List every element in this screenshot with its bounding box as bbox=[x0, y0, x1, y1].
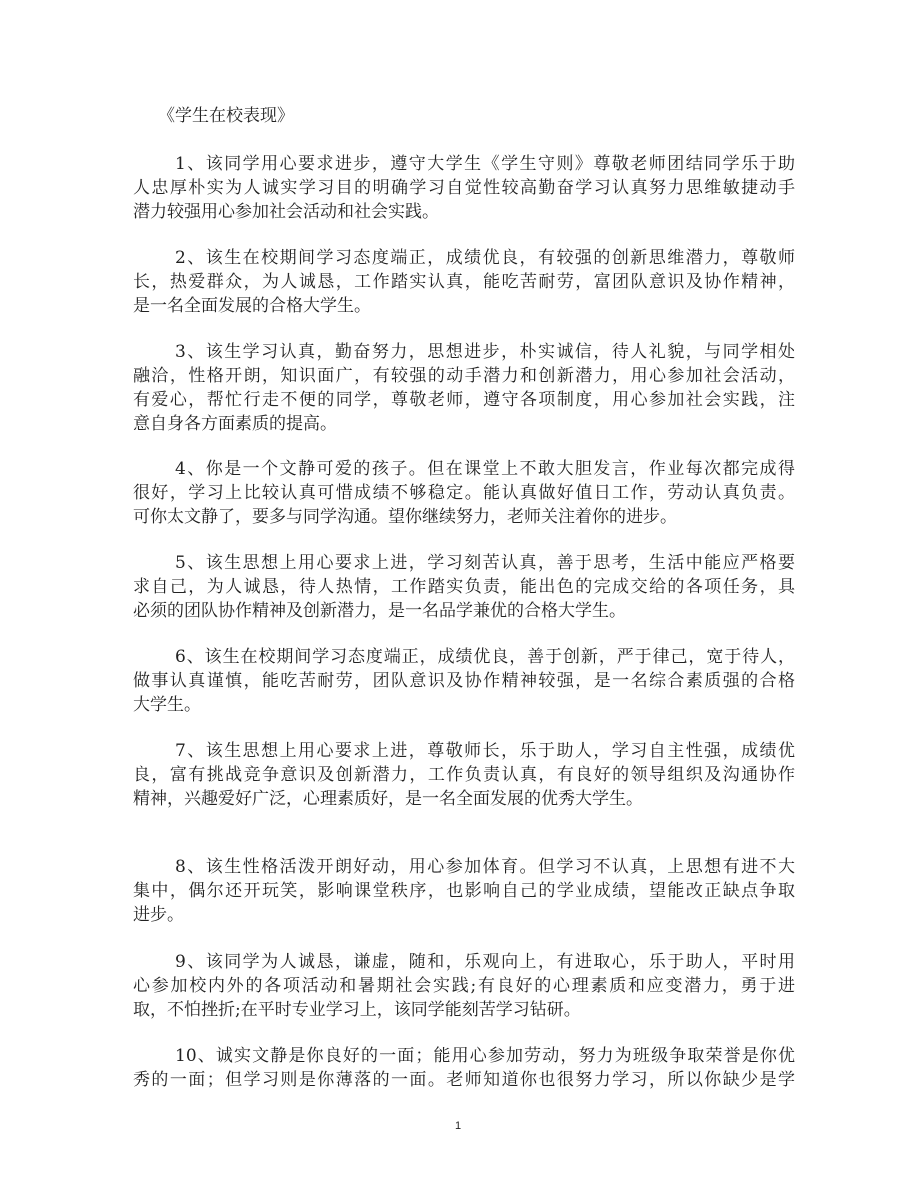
paragraph-line: 5、该生思想上用心要求上进，学习刻苦认真，善于思考，生活中能应严格要 bbox=[175, 553, 795, 573]
paragraph-line: 潜力较强用心参加社会活动和社会实践。 bbox=[133, 202, 439, 222]
paragraph-line: 意自身各方面素质的提高。 bbox=[133, 414, 337, 434]
paragraph bbox=[133, 551, 795, 623]
paragraph-line: 秀的一面；但学习则是你薄落的一面。老师知道你也很努力学习，所以你缺少是学 bbox=[133, 1070, 795, 1090]
paragraph-line: 9、该同学为人诚恳，谦虚，随和，乐观向上，有进取心，乐于助人，平时用 bbox=[175, 952, 795, 972]
document-title: 《学生在校表现》 bbox=[158, 106, 294, 126]
paragraph bbox=[133, 1044, 795, 1092]
paragraph-line: 1、该同学用心要求进步，遵守大学生《学生守则》尊敬老师团结同学乐于助 bbox=[175, 154, 795, 174]
paragraph-line: 6、该生在校期间学习态度端正，成绩优良，善于创新，严于律己，宽于待人， bbox=[175, 647, 795, 667]
paragraph-line: 很好，学习上比较认真可惜成绩不够稳定。能认真做好值日工作，劳动认真负责。 bbox=[133, 483, 795, 503]
paragraph-line: 大学生。 bbox=[133, 695, 201, 715]
paragraph bbox=[133, 739, 795, 811]
paragraph-line: 是一名全面发展的合格大学生。 bbox=[133, 296, 371, 316]
paragraph-line: 融洽，性格开朗，知识面广，有较强的动手潜力和创新潜力，用心参加社会活动， bbox=[133, 366, 795, 386]
paragraph-line: 人忠厚朴实为人诚实学习目的明确学习自觉性较高勤奋学习认真努力思维敏捷动手 bbox=[133, 178, 795, 198]
paragraph-line: 求自己，为人诚恳，待人热情，工作踏实负责，能出色的完成交给的各项任务，具 bbox=[133, 577, 795, 597]
paragraph bbox=[133, 645, 795, 717]
paragraph-line: 3、该生学习认真，勤奋努力，思想进步，朴实诚信，待人礼貌，与同学相处 bbox=[175, 342, 795, 362]
paragraph-line: 2、该生在校期间学习态度端正，成绩优良，有较强的创新思维潜力，尊敬师 bbox=[175, 248, 795, 268]
paragraph-line: 必须的团队协作精神及创新潜力，是一名品学兼优的合格大学生。 bbox=[133, 601, 626, 621]
paragraph-line: 有爱心，帮忙行走不便的同学，尊敬老师，遵守各项制度，用心参加社会实践，注 bbox=[133, 390, 795, 410]
paragraph-line: 进步。 bbox=[133, 905, 184, 925]
paragraph-line: 良，富有挑战竞争意识及创新潜力，工作负责认真，有良好的领导组织及沟通协作 bbox=[133, 765, 795, 785]
paragraph-line: 取，不怕挫折;在平时专业学习上，该同学能刻苦学习钻研。 bbox=[133, 1000, 581, 1020]
page-number: 1 bbox=[455, 1120, 462, 1132]
paragraph bbox=[133, 457, 795, 529]
paragraph-line: 做事认真谨慎，能吃苦耐劳，团队意识及协作精神较强，是一名综合素质强的合格 bbox=[133, 671, 795, 691]
paragraph bbox=[133, 152, 795, 224]
paragraph bbox=[133, 855, 795, 927]
paragraph-line: 10、诚实文静是你良好的一面；能用心参加劳动，努力为班级争取荣誉是你优 bbox=[175, 1046, 795, 1066]
paragraph bbox=[133, 340, 795, 436]
paragraph-line: 8、该生性格活泼开朗好动，用心参加体育。但学习不认真，上思想有进不大 bbox=[175, 857, 795, 877]
paragraph-line: 心参加校内外的各项活动和暑期社会实践;有良好的心理素质和应变潜力，勇于进 bbox=[133, 976, 795, 996]
paragraph-line: 精神，兴趣爱好广泛，心理素质好，是一名全面发展的优秀大学生。 bbox=[133, 789, 643, 809]
paragraph-line: 可你太文静了，要多与同学沟通。望你继续努力，老师关注着你的进步。 bbox=[133, 507, 677, 527]
paragraph-line: 集中，偶尔还开玩笑，影响课堂秩序，也影响自己的学业成绩，望能改正缺点争取 bbox=[133, 881, 795, 901]
paragraph-line: 长，热爱群众，为人诚恳，工作踏实认真，能吃苦耐劳，富团队意识及协作精神， bbox=[133, 272, 795, 292]
paragraph-line: 4、你是一个文静可爱的孩子。但在课堂上不敢大胆发言，作业每次都完成得 bbox=[175, 459, 795, 479]
paragraph-line: 7、该生思想上用心要求上进，尊敬师长，乐于助人，学习自主性强，成绩优 bbox=[175, 741, 795, 761]
paragraph bbox=[133, 246, 795, 318]
paragraph bbox=[133, 950, 795, 1022]
